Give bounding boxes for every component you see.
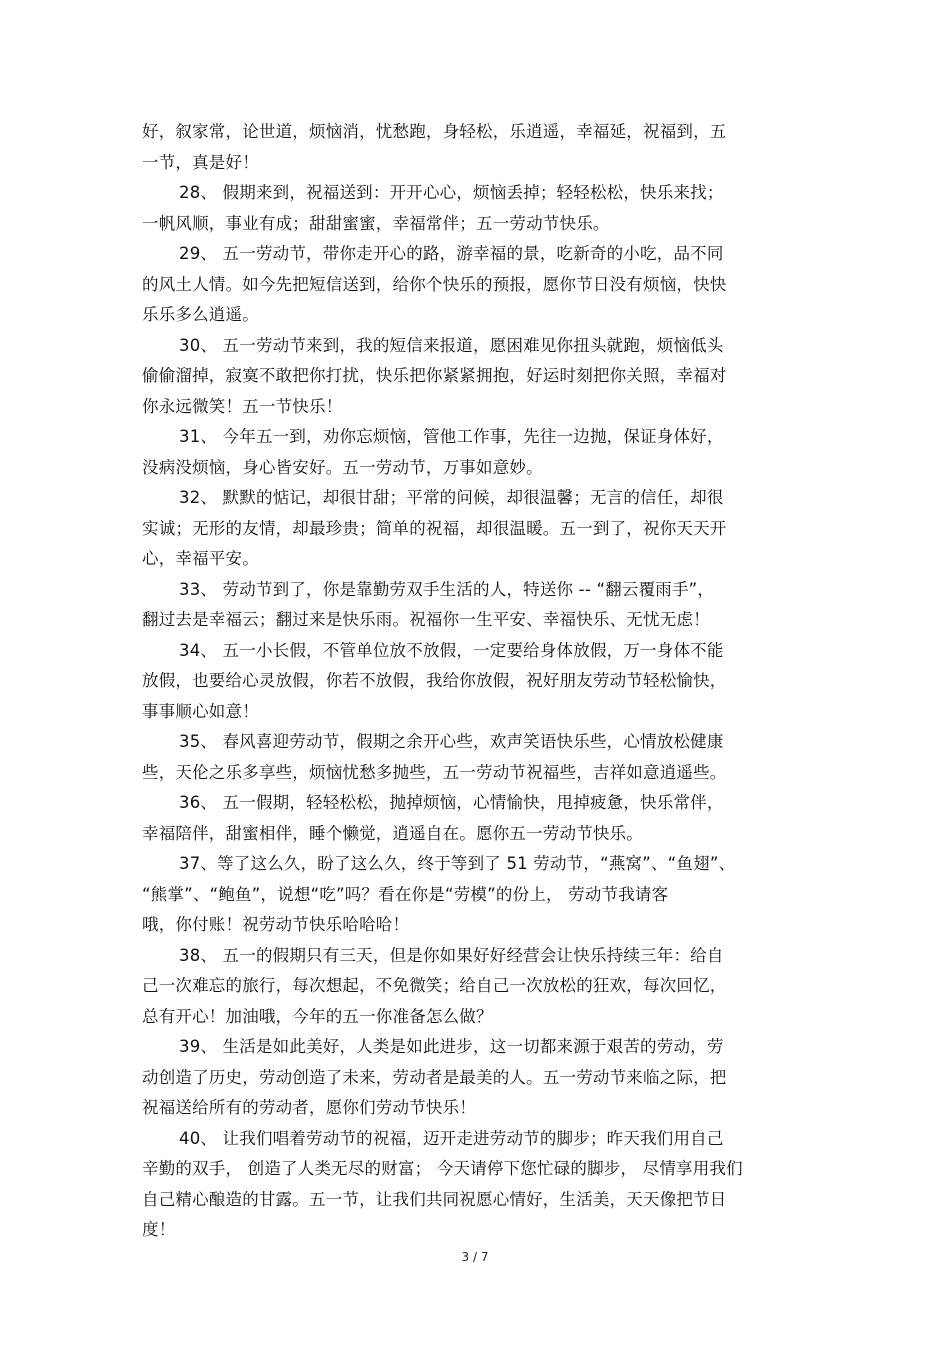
text-line: 些，天伦之乐多享些，烦恼忧愁多抛些，五一劳动节祝福些，吉祥如意逍遥些。 — [142, 762, 727, 782]
text-line: 32、 默默的惦记，却很甘甜；平常的问候，却很温馨；无言的信任，却很 — [179, 488, 724, 507]
text-line: 实诚；无形的友情，却最珍贵；简单的祝福，却很温暖。五一到了，祝你天天开 — [142, 518, 727, 538]
text-line: 祝福送给所有的劳动者，愿你们劳动节快乐！ — [142, 1098, 476, 1117]
text-line: 没病没烦恼，身心皆安好。五一劳动节，万事如意妙。 — [142, 457, 543, 477]
text-line: 翻过去是幸福云；翻过来是快乐雨。祝福你一生平安、幸福快乐、无忧无虑！ — [142, 610, 710, 629]
text-line: “熊掌”、“鲍鱼”，说想“吃”吗？看在你是“劳模”的份上， 劳动节我请客 — [142, 884, 669, 904]
text-line: 辛勤的双手， 创造了人类无尽的财富； 今天请停下您忙碌的脚步， 尽情享用我们 — [142, 1159, 743, 1178]
text-line: 33、 劳动节到了，你是靠勤劳双手生活的人，特送你 -- “翻云覆雨手”， — [179, 579, 715, 599]
text-line: 总有开心！加油哦，今年的五一你准备怎么做？ — [142, 1006, 493, 1026]
text-line: 一节，真是好！ — [142, 152, 259, 172]
text-line: 35、 春风喜迎劳动节，假期之余开心些，欢声笑语快乐些，心情放松健康 — [179, 732, 724, 751]
page-number: 3 / 7 — [461, 1250, 489, 1264]
text-line: 的风土人情。如今先把短信送到，给你个快乐的预报，愿你节日没有烦恼，快快 — [142, 274, 727, 294]
text-line: 40、 让我们唱着劳动节的祝福，迈开走进劳动节的脚步；昨天我们用自己 — [179, 1128, 724, 1148]
text-line: 度！ — [142, 1220, 176, 1239]
text-line: 心，幸福平安。 — [142, 549, 259, 568]
text-line: 事事顺心如意！ — [142, 701, 259, 721]
text-line: 36、 五一假期，轻轻松松，抛掉烦恼，心情愉快，甩掉疲惫，快乐常伴， — [179, 793, 724, 812]
text-line: 自己精心酿造的甘露。五一节，让我们共同祝愿心情好，生活美，天天像把节日 — [142, 1189, 727, 1209]
text-line: 己一次难忘的旅行，每次想起，不免微笑；给自己一次放松的狂欢，每次回忆， — [142, 976, 727, 995]
text-line: 一帆风顺，事业有成；甜甜蜜蜜，幸福常伴；五一劳动节快乐。 — [142, 213, 610, 233]
text-line: 你永远微笑！五一节快乐！ — [142, 396, 343, 416]
text-line: 放假，也要给心灵放假，你若不放假，我给你放假，祝好朋友劳动节轻松愉快， — [142, 671, 727, 690]
text-line: 动创造了历史，劳动创造了未来，劳动者是最美的人。五一劳动节来临之际，把 — [142, 1067, 727, 1087]
document-body — [142, 117, 810, 1246]
text-line: 28、 假期来到，祝福送到：开开心心，烦恼丢掉；轻轻松松，快乐来找； — [179, 183, 724, 202]
text-line: 31、 今年五一到，劝你忘烦恼，管他工作事，先往一边抛，保证身体好， — [179, 427, 724, 446]
text-line: 37、等了这么久，盼了这么久，终于等到了 51 劳动节，“燕窝”、“鱼翅”、 — [179, 854, 736, 873]
text-line: 30、 五一劳动节来到，我的短信来报道，愿困难见你扭头就跑，烦恼低头 — [179, 335, 724, 355]
text-line: 39、 生活是如此美好，人类是如此进步，这一切都来源于艰苦的劳动，劳 — [179, 1037, 724, 1056]
text-line: 38、 五一的假期只有三天，但是你如果好好经营会让快乐持续三年：给自 — [179, 945, 724, 965]
text-line: 好，叙家常，论世道，烦恼消，忧愁跑，身轻松，乐逍遥，幸福延，祝福到，五 — [142, 122, 727, 141]
text-line: 哦，你付账！祝劳动节快乐哈哈哈！ — [142, 915, 410, 934]
text-line: 29、 五一劳动节，带你走开心的路，游幸福的景，吃新奇的小吃，品不同 — [179, 244, 724, 263]
text-line: 偷偷溜掉，寂寞不敢把你打扰，快乐把你紧紧拥抱，好运时刻把你关照，幸福对 — [142, 366, 727, 385]
text-line: 乐乐多么逍遥。 — [142, 305, 259, 324]
text-line: 幸福陪伴，甜蜜相伴，睡个懒觉，逍遥自在。愿你五一劳动节快乐。 — [142, 823, 643, 843]
text-line: 34、 五一小长假，不管单位放不放假，一定要给身体放假，万一身体不能 — [179, 640, 724, 660]
